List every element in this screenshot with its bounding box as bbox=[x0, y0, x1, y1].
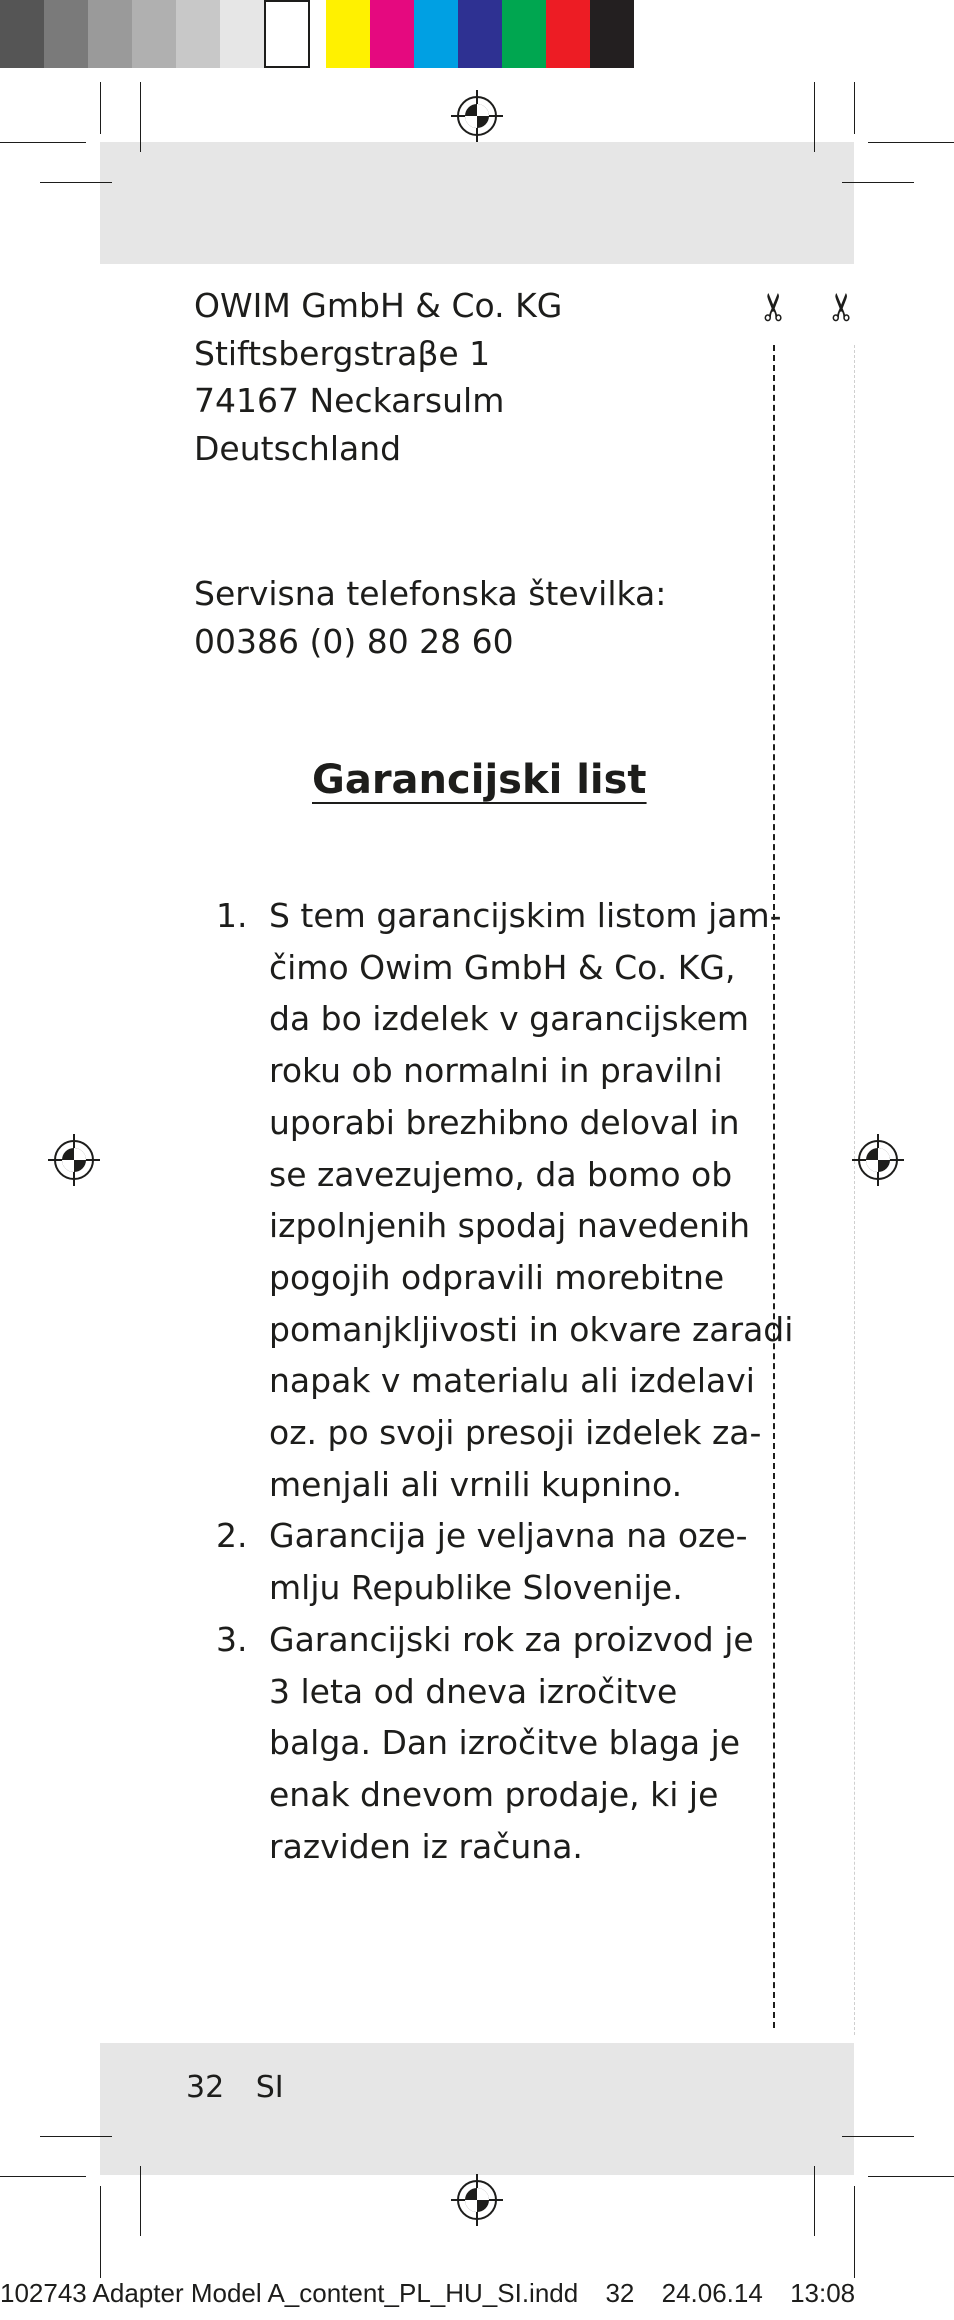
warranty-terms-list bbox=[216, 890, 793, 1872]
item-line: čimo Owim GmbH & Co. KG, bbox=[269, 947, 736, 987]
header-band bbox=[100, 142, 854, 264]
page-title: Garancijski list bbox=[312, 757, 647, 803]
page-language: SI bbox=[255, 2070, 284, 2105]
item-line: uporabi brezhibno deloval in bbox=[269, 1102, 740, 1142]
scissors-icon: ✂ bbox=[751, 291, 796, 323]
slug-file: 102743 Adapter Model A_content_PL_HU_SI.indd bbox=[0, 2278, 579, 2308]
item-number: 2. bbox=[216, 1516, 248, 1556]
item-line: pogojih odpravili morebitne bbox=[269, 1257, 725, 1297]
item-line: roku ob normalni in pravilni bbox=[269, 1051, 723, 1091]
gray-swatch bbox=[0, 0, 44, 68]
manufacturer-address bbox=[194, 282, 562, 472]
crop-mark bbox=[842, 2136, 914, 2137]
item-line: razviden iz računa. bbox=[269, 1826, 583, 1866]
print-slug bbox=[0, 2278, 855, 2309]
crop-mark bbox=[100, 82, 101, 134]
crop-mark bbox=[842, 182, 914, 183]
registration-mark-icon bbox=[451, 2174, 503, 2226]
crop-mark bbox=[854, 2186, 855, 2278]
address-line: Stiftsbergstraβe 1 bbox=[194, 333, 491, 373]
crop-mark bbox=[0, 142, 86, 143]
registration-mark-icon bbox=[852, 1134, 904, 1186]
gray-swatch bbox=[88, 0, 132, 68]
item-line: pomanjkljivosti in okvare zaradi bbox=[269, 1309, 794, 1349]
crop-mark bbox=[0, 2176, 86, 2177]
page-number: 32 bbox=[186, 2070, 225, 2105]
item-line: menjali ali vrnili kupnino. bbox=[269, 1464, 683, 1504]
page-footer bbox=[186, 2070, 306, 2105]
item-line: 3 leta od dneva izročitve bbox=[269, 1671, 678, 1711]
address-line: OWIM GmbH & Co. KG bbox=[194, 286, 563, 325]
address-line: 74167 Neckarsulm bbox=[194, 381, 505, 420]
gray-swatch bbox=[220, 0, 264, 68]
registration-mark-icon bbox=[451, 90, 503, 142]
slug-page: 32 bbox=[605, 2278, 635, 2308]
crop-mark bbox=[868, 2176, 954, 2177]
item-number: 3. bbox=[216, 1619, 248, 1659]
item-number: 1. bbox=[216, 896, 248, 935]
footer-band bbox=[100, 2043, 854, 2175]
item-line: mlju Republike Slovenije. bbox=[269, 1568, 683, 1608]
item-line: S tem garancijskim listom jam- bbox=[269, 896, 782, 935]
item-line: Garancijski rok za proizvod je bbox=[269, 1619, 754, 1659]
crop-mark bbox=[40, 182, 112, 183]
crop-mark bbox=[100, 2186, 101, 2278]
cut-line bbox=[854, 345, 855, 2035]
item-line: da bo izdelek v garancijskem bbox=[269, 999, 750, 1039]
crop-mark bbox=[814, 82, 815, 152]
item-line: izpolnjenih spodaj navedenih bbox=[269, 1206, 751, 1246]
scissors-icon: ✂ bbox=[819, 291, 864, 323]
gray-swatch bbox=[176, 0, 220, 68]
black-swatch bbox=[590, 0, 634, 68]
yellow-swatch bbox=[326, 0, 370, 68]
crop-mark bbox=[814, 2166, 815, 2236]
magenta-swatch bbox=[370, 0, 414, 68]
item-line: napak v materialu ali izdelavi bbox=[269, 1361, 755, 1401]
color-calibration-bar bbox=[0, 0, 954, 68]
red-swatch bbox=[546, 0, 590, 68]
crop-mark bbox=[140, 2166, 141, 2236]
crop-mark bbox=[40, 2136, 112, 2137]
list-item bbox=[216, 1614, 793, 1873]
slug-time: 13:08 bbox=[790, 2278, 856, 2308]
crop-mark bbox=[854, 82, 855, 134]
green-swatch bbox=[502, 0, 546, 68]
crop-mark bbox=[140, 82, 141, 152]
address-line: Deutschland bbox=[194, 428, 402, 468]
list-item bbox=[216, 1510, 793, 1613]
item-line: Garancija je veljavna na oze- bbox=[269, 1516, 748, 1556]
service-info bbox=[194, 570, 666, 665]
item-line: oz. po svoji presoji izdelek za- bbox=[269, 1413, 762, 1453]
item-line: balga. Dan izročitve blaga je bbox=[269, 1723, 741, 1763]
item-line: enak dnevom prodaje, ki je bbox=[269, 1774, 719, 1814]
service-phone: 00386 (0) 80 28 60 bbox=[194, 621, 514, 661]
blue-swatch bbox=[458, 0, 502, 68]
crop-mark bbox=[868, 142, 954, 143]
white-swatch bbox=[264, 0, 310, 68]
list-item bbox=[216, 890, 793, 1510]
gray-swatch bbox=[44, 0, 88, 68]
registration-mark-icon bbox=[48, 1134, 100, 1186]
item-line: se zavezujemo, da bomo ob bbox=[269, 1154, 733, 1194]
gray-swatch bbox=[132, 0, 176, 68]
service-label: Servisna telefonska številka: bbox=[194, 574, 667, 613]
cyan-swatch bbox=[414, 0, 458, 68]
slug-date: 24.06.14 bbox=[661, 2278, 763, 2308]
